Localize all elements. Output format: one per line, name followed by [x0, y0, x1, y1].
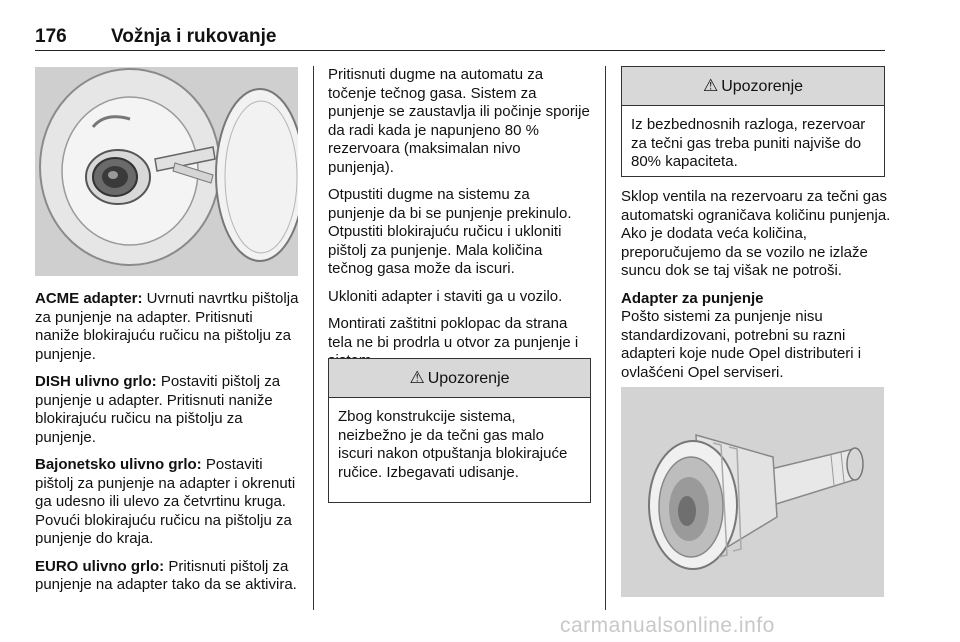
- column-divider-left: [313, 66, 314, 610]
- column-2-text: [328, 66, 590, 380]
- warning-header: [622, 67, 884, 106]
- warning-box-fill-limit: [621, 66, 885, 177]
- warning-title: Upozorenje: [427, 370, 510, 387]
- column-1-text: [35, 290, 300, 604]
- warning-text: Zbog konstrukcije sistema, neizbežno je da tečni gas malo iscuri nakon otpuštanja blokirajuće ručice. Izbegavati udisanje.: [338, 408, 568, 481]
- warning-triangle-icon: ⚠: [409, 368, 425, 387]
- page-number: 176: [35, 26, 67, 47]
- warning-box-gas-leak: [328, 358, 591, 503]
- paragraph: Otpustiti dugme na sistemu za punjenje da bi se punjenje prekinulo. Otpustiti blokirajuću ručicu i ukloniti pištolj za punjenje. Mala količina tečnog gasa može da iscuri.: [328, 186, 572, 277]
- watermark: carmanualsonline.info: [560, 614, 775, 637]
- paragraph: Sklop ventila na rezervoaru za tečni gas automatski ograničava količinu punjenja. Ako je dodata veća količina, preporučujemo da se vozilo ne izlaže suncu dok se taj višak ne potroši.: [621, 188, 891, 279]
- adapter-subsection: [621, 290, 891, 383]
- filling-adapter-illustration: [621, 387, 884, 597]
- warning-triangle-icon: ⚠: [702, 76, 719, 95]
- warning-text: Iz bezbednosnih razloga, rezervoar za tečni gas treba puniti najviše do 80% kapaciteta.: [631, 116, 866, 170]
- paragraph: Pritisnuti dugme na automatu za točenje tečnog gasa. Sistem za punjenje se zaustavlja ili počinje sporije da radi kada je napunjeno 80 % rezervoara (maksimalan nivo punjenja).: [328, 66, 590, 176]
- bayonet-inlet-paragraph: Bajonetsko ulivno grlo: Postaviti pištolj za punjenje na adapter i okrenuti ga udesno ili ulevo za četvrtinu kruga. Povući blokirajuću ručicu na pištolju za punjenje do kraja.: [35, 456, 296, 547]
- column-3-text: [621, 188, 891, 391]
- paragraph: Ukloniti adapter i staviti ga u vozilo.: [328, 287, 563, 305]
- euro-inlet-paragraph: EURO ulivno grlo: Pritisnuti pištolj za punjenje na adapter tako da se aktivira.: [35, 557, 297, 593]
- paragraph: Montirati zaštitni poklopac da strana tela ne bi prodrla u otvor za punjenje i: [328, 315, 579, 351]
- warning-title: Upozorenje: [721, 78, 804, 95]
- column-divider-right: [605, 66, 606, 610]
- warning-header: [329, 359, 590, 398]
- acme-adapter-paragraph: ACME adapter: Uvrnuti navrtku pištolja za punjenje na adapter. Pritisnuti naniže blokirajuću ručicu na pištolju za punjenje.: [35, 290, 299, 363]
- chapter-title: Vožnja i rukovanje: [111, 26, 277, 47]
- subsection-heading: Adapter za punjenje: [621, 289, 764, 307]
- fuel-filler-illustration: [35, 67, 298, 276]
- dish-inlet-paragraph: DISH ulivno grlo: Postaviti pištolj za punjenje u adapter. Pritisnuti naniže blokirajuću ručicu na pištolju za punjenje.: [35, 373, 281, 446]
- header-rule: [35, 50, 885, 51]
- subsection-text: Pošto sistemi za punjenje nisu standardizovani, potrebni su razni adapteri koje nude Opel distributeri i ovlašćeni Opel serviseri.: [621, 308, 862, 381]
